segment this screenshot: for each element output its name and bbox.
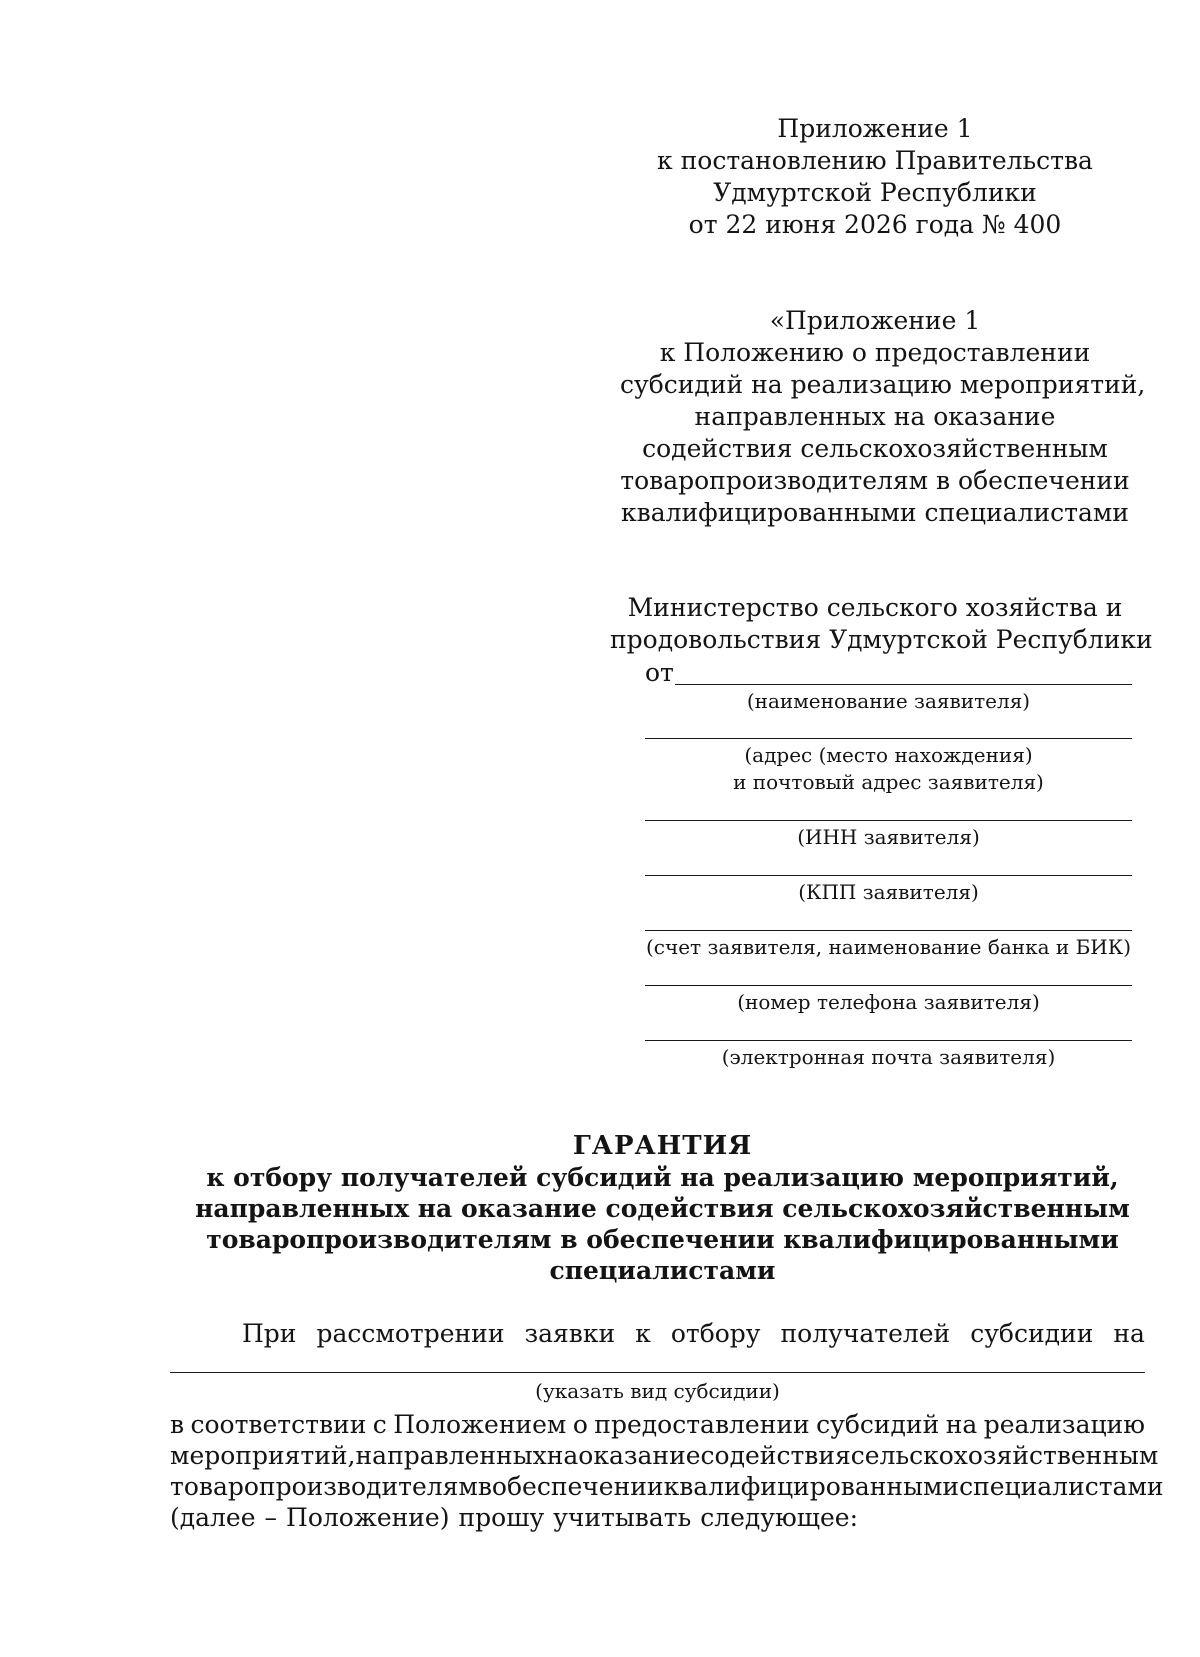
body-word: в bbox=[477, 1472, 492, 1501]
annex-regulation-line: «Приложение 1 bbox=[769, 306, 981, 335]
title-line: направленных на оказание содействия сельскохозяйственным bbox=[195, 1194, 1130, 1223]
intro-word: отбору bbox=[670, 1319, 761, 1348]
body-word: специалистами bbox=[959, 1472, 1164, 1501]
body-word: Положением bbox=[393, 1410, 567, 1439]
intro-word: заявки bbox=[524, 1319, 616, 1348]
body-word: обеспечении bbox=[491, 1472, 664, 1501]
title-main: ГАРАНТИЯ bbox=[572, 1131, 753, 1161]
body-word: в bbox=[170, 1410, 185, 1439]
body-word: учитывать bbox=[553, 1503, 692, 1532]
annex-resolution-line: к постановлению Правительства bbox=[657, 146, 1093, 175]
body-word: прошу bbox=[458, 1503, 545, 1532]
body-word: мероприятий, bbox=[170, 1441, 356, 1470]
applicant-bank-line bbox=[645, 930, 1132, 931]
body-word: предоставлении bbox=[594, 1410, 810, 1439]
body-word: с bbox=[372, 1410, 387, 1439]
applicant-bank-caption: (счет заявителя, наименование банка и БИК) bbox=[645, 935, 1132, 959]
applicant-bank-field bbox=[645, 930, 1132, 961]
subsidy-type-line bbox=[170, 1372, 1145, 1373]
title-line: специалистами bbox=[549, 1256, 776, 1285]
annex-resolution-line: Удмуртской Республики bbox=[713, 178, 1037, 207]
annex-regulation-line: субсидий на реализацию мероприятий, bbox=[620, 370, 1146, 399]
body-word: соответствии bbox=[190, 1410, 367, 1439]
annex-resolution-line: от 22 июня 2026 года № 400 bbox=[688, 210, 1062, 239]
body-word: – bbox=[264, 1503, 278, 1532]
annex-resolution-line: Приложение 1 bbox=[777, 114, 973, 143]
intro-word: получателей bbox=[780, 1319, 951, 1348]
applicant-phone-line bbox=[645, 985, 1132, 986]
annex-regulation-line: направленных на оказание bbox=[694, 402, 1056, 431]
document-title bbox=[170, 1131, 1155, 1286]
applicant-name-line bbox=[675, 684, 1132, 685]
annex-resolution-header bbox=[640, 113, 1110, 241]
applicant-email-caption: (электронная почта заявителя) bbox=[721, 1045, 1056, 1069]
body-word: реализацию bbox=[983, 1410, 1145, 1439]
annex-regulation-header bbox=[620, 305, 1146, 529]
intro-word: субсидии bbox=[970, 1319, 1094, 1348]
applicant-address-caption: (адрес (место нахождения) bbox=[744, 743, 1033, 767]
body-word: следующее: bbox=[700, 1503, 859, 1532]
body-word: на bbox=[945, 1410, 978, 1439]
body-word: оказание bbox=[578, 1441, 701, 1470]
applicant-kpp-caption: (КПП заявителя) bbox=[798, 880, 979, 904]
applicant-inn-line bbox=[645, 820, 1132, 821]
body-word: на bbox=[546, 1441, 579, 1470]
body-line bbox=[170, 1440, 1159, 1471]
intro-word: к bbox=[635, 1319, 651, 1348]
body-paragraph bbox=[170, 1409, 1164, 1533]
title-line: товаропроизводителям в обеспечении квалифицированными bbox=[206, 1225, 1119, 1254]
body-word: о bbox=[572, 1410, 588, 1439]
addressee-block bbox=[610, 592, 1153, 656]
addressee-line: Министерство сельского хозяйства и bbox=[627, 593, 1123, 622]
annex-regulation-line: товаропроизводителям в обеспечении bbox=[620, 466, 1130, 495]
applicant-name-caption: (наименование заявителя) bbox=[746, 689, 1031, 713]
intro-line bbox=[170, 1318, 1145, 1350]
applicant-kpp-field bbox=[645, 875, 1132, 906]
applicant-address-caption-2: и почтовый адрес заявителя) bbox=[733, 770, 1044, 794]
body-word: (далее bbox=[170, 1503, 256, 1532]
annex-regulation-line: содействия сельскохозяйственным bbox=[642, 434, 1108, 463]
body-word: товаропроизводителям bbox=[170, 1472, 478, 1501]
body-line bbox=[170, 1471, 1164, 1502]
body-word: Положение) bbox=[286, 1503, 450, 1532]
body-word: сельскохозяйственным bbox=[850, 1441, 1159, 1470]
title-line: к отбору получателей субсидий на реализацию мероприятий, bbox=[206, 1163, 1119, 1192]
applicant-phone-caption: (номер телефона заявителя) bbox=[737, 990, 1040, 1014]
from-label: от bbox=[645, 658, 674, 687]
applicant-address-line bbox=[645, 738, 1132, 739]
annex-regulation-line: к Положению о предоставлении bbox=[659, 338, 1091, 367]
applicant-email-line bbox=[645, 1040, 1132, 1041]
applicant-email-field bbox=[645, 1040, 1132, 1071]
intro-word: При bbox=[242, 1319, 297, 1348]
from-row bbox=[645, 658, 1132, 688]
body-line bbox=[170, 1502, 1145, 1533]
intro-word: рассмотрении bbox=[316, 1319, 505, 1348]
annex-regulation-line: квалифицированными специалистами bbox=[621, 498, 1129, 527]
body-line bbox=[170, 1409, 1145, 1440]
applicant-name-field bbox=[645, 688, 1132, 715]
body-word: направленных bbox=[355, 1441, 547, 1470]
applicant-address-field bbox=[645, 738, 1132, 796]
subsidy-type-caption: (указать вид субсидии) bbox=[535, 1379, 780, 1403]
body-word: квалифицированными bbox=[663, 1472, 960, 1501]
applicant-inn-field bbox=[645, 820, 1132, 851]
applicant-phone-field bbox=[645, 985, 1132, 1016]
body-word: содействия bbox=[700, 1441, 851, 1470]
applicant-kpp-line bbox=[645, 875, 1132, 876]
addressee-line: продовольствия Удмуртской Республики bbox=[610, 625, 1153, 654]
applicant-inn-caption: (ИНН заявителя) bbox=[797, 825, 980, 849]
intro-word: на bbox=[1113, 1319, 1145, 1348]
body-word: субсидий bbox=[816, 1410, 940, 1439]
